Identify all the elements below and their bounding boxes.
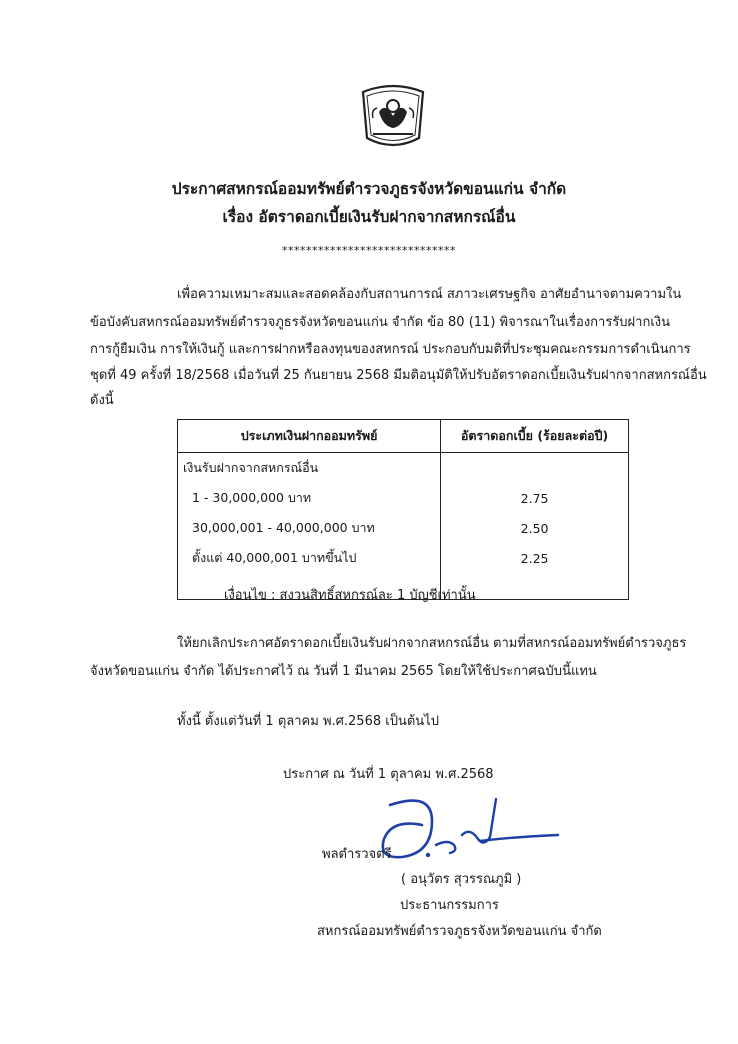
deposit-rate: 2.25 [441, 543, 629, 573]
separator-stars: ***************************** [282, 244, 456, 257]
table-row [178, 543, 629, 573]
signature-icon [362, 795, 562, 875]
cancel-line-1: ให้ยกเลิกประกาศอัตราดอกเบี้ยเงินรับฝากจากสหกรณ์อื่น ตามที่สหกรณ์ออมทรัพย์ตำรวจภูธร [177, 636, 687, 651]
intro-line-2: ข้อบังคับสหกรณ์ออมทรัพย์ตำรวจภูธรจังหวัดขอนแก่น จำกัด ข้อ 80 (11) พิจารณาในเรื่องการรับฝากเงิน [90, 315, 671, 330]
condition-note: เงื่อนไข : สงวนสิทธิ์สหกรณ์ละ 1 บัญชีเท่านั้น [224, 588, 476, 603]
signer-rank: พลตำรวจตรี [322, 847, 392, 862]
table-header-row [178, 420, 629, 453]
cooperative-logo-icon [357, 82, 429, 150]
announce-date: ประกาศ ณ วันที่ 1 ตุลาคม พ.ศ.2568 [283, 767, 494, 782]
table-group-row [178, 453, 629, 484]
signer-organization: สหกรณ์ออมทรัพย์ตำรวจภูธรจังหวัดขอนแก่น จำกัด [317, 924, 602, 939]
effective-date: ทั้งนี้ ตั้งแต่วันที่ 1 ตุลาคม พ.ศ.2568 เป็นต้นไป [177, 714, 439, 729]
intro-line-5: ดังนี้ [90, 393, 114, 408]
intro-line-4: ชุดที่ 49 ครั้งที่ 18/2568 เมื่อวันที่ 25 กันยายน 2568 มีมติอนุมัติให้ปรับอัตราดอกเบี้ยเงินรับฝากจากสหกรณ์อื่น [90, 368, 707, 383]
deposit-range: 1 - 30,000,000 บาท [178, 483, 441, 513]
table-row [178, 483, 629, 513]
deposit-range: ตั้งแต่ 40,000,001 บาทขึ้นไป [178, 543, 441, 573]
page-title: ประกาศสหกรณ์ออมทรัพย์ตำรวจภูธรจังหวัดขอนแก่น จำกัด [171, 180, 567, 198]
deposit-range: 30,000,001 - 40,000,000 บาท [178, 513, 441, 543]
intro-line-3: การกู้ยืมเงิน การให้เงินกู้ และการฝากหรือลงทุนของสหกรณ์ ประกอบกับมติที่ประชุมคณะกรรมการดำเนินการ [90, 342, 691, 357]
cancel-line-2: จังหวัดขอนแก่น จำกัด ได้ประกาศไว้ ณ วันที่ 1 มีนาคม 2565 โดยให้ใช้ประกาศฉบับนี้แทน [90, 664, 597, 679]
signer-name: ( อนุวัตร สุวรรณภูมิ ) [401, 872, 522, 887]
subject-title: เรื่อง อัตราดอกเบี้ยเงินรับฝากจากสหกรณ์อื่น [222, 208, 516, 226]
table-row [178, 513, 629, 543]
interest-rate-table [177, 419, 629, 600]
intro-line-1: เพื่อความเหมาะสมและสอดคล้องกับสถานการณ์ สภาวะเศรษฐกิจ อาศัยอำนาจตามความใน [177, 287, 682, 302]
deposit-rate: 2.75 [441, 483, 629, 513]
deposit-rate: 2.50 [441, 513, 629, 543]
group-label: เงินรับฝากจากสหกรณ์อื่น [178, 453, 441, 484]
header-interest-rate: อัตราดอกเบี้ย (ร้อยละต่อปี) [441, 420, 629, 453]
header-deposit-type: ประเภทเงินฝากออมทรัพย์ [178, 420, 441, 453]
signer-position: ประธานกรรมการ [400, 898, 499, 913]
